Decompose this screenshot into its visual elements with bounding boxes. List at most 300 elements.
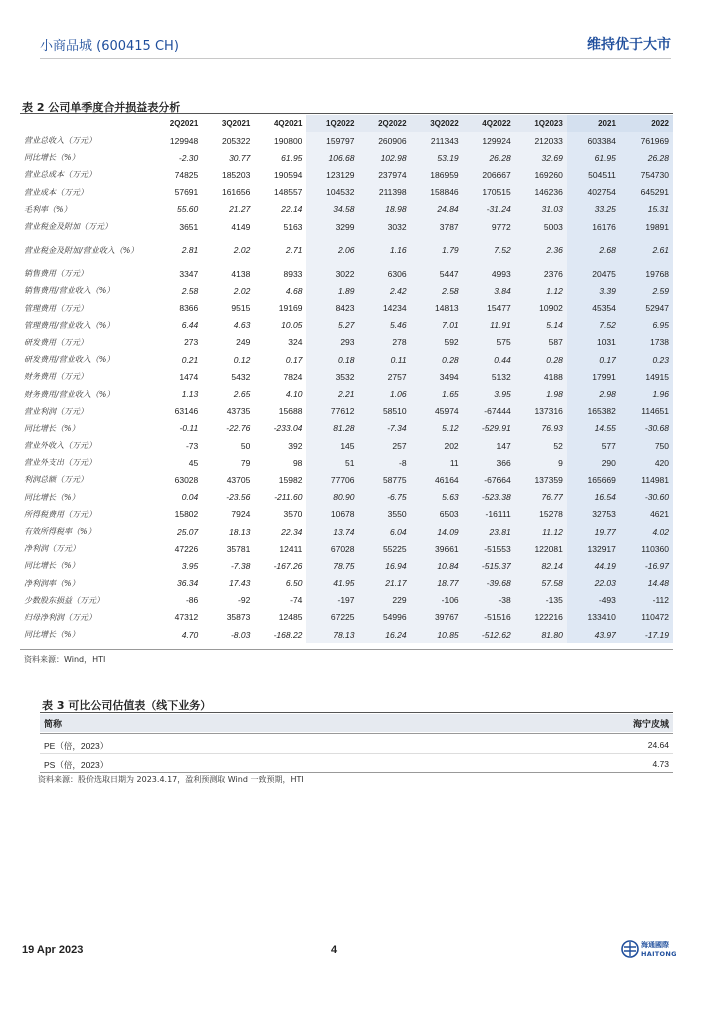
table-cell: 22.03	[567, 575, 620, 592]
table-cell: -168.22	[273, 629, 303, 640]
table-cell: 12485	[278, 612, 303, 623]
table-cell: 145	[306, 437, 358, 454]
table-cell: 31.03	[515, 201, 567, 218]
table-cell: 161656	[221, 187, 251, 198]
table-cell: 74825	[174, 169, 199, 180]
table-cell: 15982	[278, 474, 303, 485]
table-cell: -8.03	[230, 629, 251, 640]
table-row	[20, 454, 673, 471]
table-header-row	[20, 115, 673, 132]
table3-row-value: 4.73	[652, 759, 669, 769]
table-row	[20, 132, 673, 149]
table3-row-divider	[40, 753, 673, 754]
table-cell: 16.94	[359, 557, 411, 574]
table-cell: 290	[567, 454, 620, 471]
table-cell: 3787	[411, 218, 463, 235]
table-cell: -2.30	[178, 152, 199, 163]
table-cell: 52947	[620, 300, 673, 317]
table-cell: 81.80	[515, 626, 567, 643]
table-cell: 3.95	[181, 560, 199, 571]
table-cell: 1474	[179, 371, 199, 382]
table-cell: 0.28	[411, 351, 463, 368]
table-cell: 402754	[567, 184, 620, 201]
table-cell: 24.84	[411, 201, 463, 218]
table-cell: 6.95	[620, 317, 673, 334]
table-cell: 4138	[231, 268, 251, 279]
table-cell: 14.55	[567, 420, 620, 437]
table-cell: 16176	[567, 218, 620, 235]
table-cell: 2.68	[567, 235, 620, 265]
row-label: 营业外支出（万元）	[24, 458, 96, 468]
table2-title: 表 2 公司单季度合并损益表分析	[22, 101, 181, 114]
table-cell: 114651	[620, 403, 673, 420]
table-cell: 41.95	[306, 575, 358, 592]
table3-header-band	[40, 714, 673, 732]
table-cell: -86	[185, 595, 199, 606]
footer-date: 19 Apr 2023	[22, 944, 84, 956]
table-cell: 55.60	[176, 204, 199, 215]
table-row	[20, 403, 673, 420]
table-cell: 58775	[359, 471, 411, 488]
table-cell: 137316	[515, 403, 567, 420]
table-cell: 206667	[463, 166, 515, 183]
table-cell: 10.05	[281, 320, 303, 331]
table-cell: 2.58	[411, 282, 463, 299]
table-cell: 392	[288, 440, 303, 451]
table-cell: 16.54	[567, 489, 620, 506]
table-cell: 12411	[279, 543, 303, 554]
table-cell: -30.60	[620, 489, 673, 506]
table-cell: 58510	[359, 403, 411, 420]
table-cell: 22.14	[281, 204, 303, 215]
table-cell: 211343	[411, 132, 463, 149]
table-cell: 8423	[306, 300, 358, 317]
table-cell: 761969	[620, 132, 673, 149]
table-cell: -38	[463, 592, 515, 609]
table-cell: 1.16	[359, 235, 411, 265]
table-cell: 148557	[274, 187, 303, 198]
row-label: 财务费用（万元）	[24, 372, 88, 382]
table-cell: 47226	[174, 543, 199, 554]
table-cell: 1738	[620, 334, 673, 351]
table-cell: -23.56	[226, 492, 251, 503]
row-label: 营业成本（万元）	[24, 187, 88, 197]
table-cell: -112	[620, 592, 673, 609]
table-cell: 5.27	[306, 317, 358, 334]
table-cell: 212033	[515, 132, 567, 149]
table3-header-company: 海宁皮城	[632, 720, 669, 730]
table-cell: 79	[240, 457, 251, 468]
page-number: 4	[331, 944, 338, 956]
table-cell: 16.24	[359, 626, 411, 643]
table-row	[20, 471, 673, 488]
table-cell: 10678	[306, 506, 358, 523]
table-row	[20, 184, 673, 201]
table-cell: 81.28	[306, 420, 358, 437]
table-cell: 587	[515, 334, 567, 351]
table-cell: 32.69	[515, 149, 567, 166]
table-cell: 15477	[463, 300, 515, 317]
table-cell: 35873	[226, 612, 251, 623]
table3-bottom-rule	[40, 772, 673, 773]
table-cell: 1.98	[515, 385, 567, 402]
row-label: 少数股东损益（万元）	[24, 595, 104, 605]
table-cell: 129948	[169, 135, 199, 146]
table-cell: 63146	[174, 406, 199, 417]
table-row	[20, 557, 673, 574]
table-cell: 15278	[515, 506, 567, 523]
table-cell: 6.50	[285, 578, 303, 589]
table-cell: 110472	[620, 609, 673, 626]
table-cell: 36.34	[176, 578, 199, 589]
table3-row-value: 24.64	[647, 740, 669, 750]
table-cell: 3550	[359, 506, 411, 523]
table-cell: 80.90	[306, 489, 358, 506]
table-row	[20, 626, 673, 643]
table-cell: 257	[359, 437, 411, 454]
table-cell: 14915	[620, 368, 673, 385]
table-cell: 67225	[306, 609, 358, 626]
table-cell: 324	[288, 337, 303, 348]
table-cell: -197	[306, 592, 358, 609]
table-cell: 2.98	[567, 385, 620, 402]
table-cell: 504511	[567, 166, 620, 183]
table-cell: -51553	[463, 540, 515, 557]
table-cell: 147	[463, 437, 515, 454]
table-cell: 190800	[274, 135, 303, 146]
table-cell: 45974	[411, 403, 463, 420]
table-row	[20, 149, 673, 166]
table-cell: 366	[463, 454, 515, 471]
table-cell: 19169	[278, 303, 303, 314]
table-cell: 52	[515, 437, 567, 454]
table3-row-label: PS（倍，2023）	[44, 760, 109, 770]
row-label: 有效所得税率（%）	[24, 527, 96, 537]
table-cell: 0.04	[181, 492, 199, 503]
row-label: 财务费用/营业收入（%）	[24, 389, 115, 399]
table3-row-label: PE（倍，2023）	[44, 741, 109, 751]
table-cell: 249	[236, 337, 251, 348]
table-cell: 0.12	[233, 354, 251, 365]
table-cell: 2.42	[359, 282, 411, 299]
table-cell: 2.61	[620, 235, 673, 265]
table-cell: 15802	[174, 509, 199, 520]
table-cell: 51	[306, 454, 358, 471]
row-label: 营业税金及附加/营业收入（%）	[24, 245, 139, 255]
table-cell: -16111	[463, 506, 515, 523]
table-cell: 273	[184, 337, 199, 348]
table-cell: 11.12	[515, 523, 567, 540]
table-cell: 4.70	[181, 629, 199, 640]
table-cell: 4.02	[620, 523, 673, 540]
table-cell: 169260	[515, 166, 567, 183]
table-cell: 5003	[515, 218, 567, 235]
table-cell: -493	[567, 592, 620, 609]
table-cell: -51516	[463, 609, 515, 626]
table-cell: -6.75	[359, 489, 411, 506]
row-label: 营业总成本（万元）	[24, 170, 96, 180]
table-cell: 229	[359, 592, 411, 609]
table-cell: 3299	[306, 218, 358, 235]
table-cell: 129924	[463, 132, 515, 149]
table-cell: 22.34	[281, 526, 303, 537]
table-cell: 20475	[567, 265, 620, 282]
table-cell: 158846	[411, 184, 463, 201]
column-header: 2021	[567, 115, 620, 132]
table-row	[20, 540, 673, 557]
table-cell: 46164	[411, 471, 463, 488]
row-label: 毛利率（%）	[24, 204, 72, 214]
table3-header-name: 简称	[44, 720, 63, 730]
table-cell: 33.25	[567, 201, 620, 218]
table-cell: 11	[411, 454, 463, 471]
row-label: 研发费用/营业收入（%）	[24, 355, 115, 365]
table3-header-rule	[40, 733, 673, 734]
table-cell: 6.44	[181, 320, 199, 331]
table-cell: -211.60	[274, 492, 303, 503]
table-cell: -31.24	[463, 201, 515, 218]
table-cell: 1.96	[620, 385, 673, 402]
row-label: 净利润（万元）	[24, 544, 80, 554]
table-row	[20, 300, 673, 317]
table-cell: 2.02	[233, 245, 251, 256]
table-cell: 4621	[620, 506, 673, 523]
table-cell: -512.62	[463, 626, 515, 643]
table-cell: 10902	[515, 300, 567, 317]
table-cell: 39767	[411, 609, 463, 626]
table-cell: 7.52	[463, 235, 515, 265]
table-cell: 211398	[359, 184, 411, 201]
table-cell: 4993	[463, 265, 515, 282]
table-cell: 32753	[567, 506, 620, 523]
table-cell: -8	[359, 454, 411, 471]
table-cell: 1031	[567, 334, 620, 351]
table-cell: 3.84	[463, 282, 515, 299]
table2-source: 资料来源：Wind，HTI	[24, 655, 106, 664]
column-header: 1Q2022	[306, 115, 358, 132]
table-cell: -73	[185, 440, 199, 451]
table-cell: -167.26	[273, 560, 303, 571]
table-cell: 8933	[283, 268, 303, 279]
table-cell: 2.36	[515, 235, 567, 265]
table-row	[20, 282, 673, 299]
table-cell: 146236	[515, 184, 567, 201]
table-cell: 78.75	[306, 557, 358, 574]
table-cell: -16.97	[620, 557, 673, 574]
table-cell: 2.06	[306, 235, 358, 265]
row-label: 营业外收入（万元）	[24, 441, 96, 451]
table-cell: 76.77	[515, 489, 567, 506]
row-label: 所得税费用（万元）	[24, 509, 96, 519]
table-cell: 420	[620, 454, 673, 471]
table-cell: 5432	[231, 371, 251, 382]
table-cell: 57691	[174, 187, 199, 198]
table-cell: 10.85	[411, 626, 463, 643]
column-header-label	[20, 115, 150, 132]
table-cell: 43.97	[567, 626, 620, 643]
table-cell: 6306	[359, 265, 411, 282]
table-cell: 6503	[411, 506, 463, 523]
table-cell: 14813	[411, 300, 463, 317]
table-cell: 278	[359, 334, 411, 351]
table-cell: 7924	[231, 509, 251, 520]
table-cell: 0.23	[620, 351, 673, 368]
table-cell: 754730	[620, 166, 673, 183]
column-header: 3Q2021	[221, 119, 251, 128]
logo-text-en: HAITONG	[641, 950, 677, 958]
table-cell: 102.98	[359, 149, 411, 166]
table-cell: 592	[411, 334, 463, 351]
table-cell: 78.13	[306, 626, 358, 643]
row-label: 研发费用（万元）	[24, 337, 88, 347]
table-cell: 1.06	[359, 385, 411, 402]
table-cell: 5163	[283, 221, 303, 232]
column-header: 2Q2021	[169, 119, 199, 128]
table-cell: 57.58	[515, 575, 567, 592]
table-cell: 2.02	[233, 285, 251, 296]
table-row	[20, 166, 673, 183]
table-cell: 4.10	[285, 389, 303, 400]
table-cell: 190594	[274, 169, 303, 180]
header-company: 小商品城 (600415 CH)	[40, 39, 179, 54]
table-row	[20, 368, 673, 385]
table-cell: 2376	[515, 265, 567, 282]
table-cell: 7.01	[411, 317, 463, 334]
table-cell: -92	[238, 595, 251, 606]
table-cell: 0.44	[463, 351, 515, 368]
table-cell: 3032	[359, 218, 411, 235]
table-cell: 5.12	[411, 420, 463, 437]
table-cell: 122081	[515, 540, 567, 557]
table-cell: -0.11	[179, 423, 199, 434]
table-row	[20, 265, 673, 282]
table-cell: 0.11	[359, 351, 411, 368]
table-cell: 104532	[306, 184, 358, 201]
row-label: 同比增长（%）	[24, 423, 80, 433]
table-cell: 44.19	[567, 557, 620, 574]
row-label: 营业税金及附加（万元）	[24, 222, 112, 232]
table-cell: 19891	[620, 218, 673, 235]
table-cell: 3347	[179, 268, 199, 279]
table-cell: 9772	[463, 218, 515, 235]
row-label: 同比增长（%）	[24, 153, 80, 163]
table-cell: 55225	[359, 540, 411, 557]
table-cell: 575	[463, 334, 515, 351]
table-cell: 13.74	[306, 523, 358, 540]
table-cell: 2.71	[285, 245, 303, 256]
table-cell: 3651	[179, 221, 199, 232]
table-cell: 18.13	[229, 526, 251, 537]
table-row	[20, 334, 673, 351]
table-cell: -523.38	[463, 489, 515, 506]
table-cell: 21.27	[229, 204, 251, 215]
table-cell: 61.95	[281, 152, 303, 163]
row-label: 营业总收入（万元）	[24, 136, 96, 146]
table3-title: 表 3 可比公司估值表（线下业务）	[42, 699, 212, 712]
table-cell: -7.34	[359, 420, 411, 437]
table-row	[20, 489, 673, 506]
table-cell: 5447	[411, 265, 463, 282]
table-cell: 132917	[567, 540, 620, 557]
table-cell: 19.77	[567, 523, 620, 540]
header-tagline: 维持优于大市	[587, 37, 671, 53]
table-cell: 202	[411, 437, 463, 454]
table-cell: 293	[306, 334, 358, 351]
table-cell: 159797	[306, 132, 358, 149]
table-cell: -74	[290, 595, 303, 606]
table-cell: 11.91	[463, 317, 515, 334]
column-header: 1Q2023	[515, 115, 567, 132]
table-cell: 5132	[463, 368, 515, 385]
table-cell: -233.04	[273, 423, 303, 434]
table-cell: -67444	[463, 403, 515, 420]
table-cell: 170515	[463, 184, 515, 201]
table-cell: 4.63	[233, 320, 251, 331]
table-cell: 0.28	[515, 351, 567, 368]
table-cell: 237974	[359, 166, 411, 183]
table-cell: 54996	[359, 609, 411, 626]
table2-top-rule	[20, 113, 673, 114]
table-cell: 26.28	[620, 149, 673, 166]
table-cell: 61.95	[567, 149, 620, 166]
table-cell: 645291	[620, 184, 673, 201]
table-cell: 114981	[620, 471, 673, 488]
column-header: 3Q2022	[411, 115, 463, 132]
table-cell: 5.46	[359, 317, 411, 334]
table-cell: 23.81	[463, 523, 515, 540]
table-cell: 14.09	[411, 523, 463, 540]
column-header: 4Q2021	[273, 119, 303, 128]
table-cell: 14234	[359, 300, 411, 317]
table-cell: 1.79	[411, 235, 463, 265]
table-cell: 2.21	[306, 385, 358, 402]
table2-bottom-rule	[20, 649, 673, 650]
table-row	[20, 523, 673, 540]
table-cell: 76.93	[515, 420, 567, 437]
row-label: 归母净利润（万元）	[24, 612, 96, 622]
table-row	[20, 235, 673, 265]
table-row	[20, 609, 673, 626]
table-cell: 34.58	[306, 201, 358, 218]
table-cell: 77706	[306, 471, 358, 488]
table-cell: 18.98	[359, 201, 411, 218]
table-cell: 186959	[411, 166, 463, 183]
table-cell: -67664	[463, 471, 515, 488]
table-cell: 21.17	[359, 575, 411, 592]
table-cell: 77612	[306, 403, 358, 420]
table-cell: 165669	[567, 471, 620, 488]
table-row	[20, 201, 673, 218]
table-cell: 3570	[283, 509, 303, 520]
table-row	[20, 317, 673, 334]
table-cell: 1.65	[411, 385, 463, 402]
table-cell: 10.84	[411, 557, 463, 574]
row-label: 同比增长（%）	[24, 561, 80, 571]
table-cell: 9	[515, 454, 567, 471]
table-cell: 53.19	[411, 149, 463, 166]
table-cell: 5.14	[515, 317, 567, 334]
table-cell: 2.65	[233, 389, 251, 400]
income-statement-table	[20, 115, 673, 643]
table-cell: 1.89	[306, 282, 358, 299]
table-cell: 603384	[567, 132, 620, 149]
table-cell: 106.68	[306, 149, 358, 166]
table-cell: 1.12	[515, 282, 567, 299]
table-row	[20, 575, 673, 592]
table-cell: 4188	[515, 368, 567, 385]
table-cell: 165382	[567, 403, 620, 420]
table-cell: 43705	[226, 474, 251, 485]
